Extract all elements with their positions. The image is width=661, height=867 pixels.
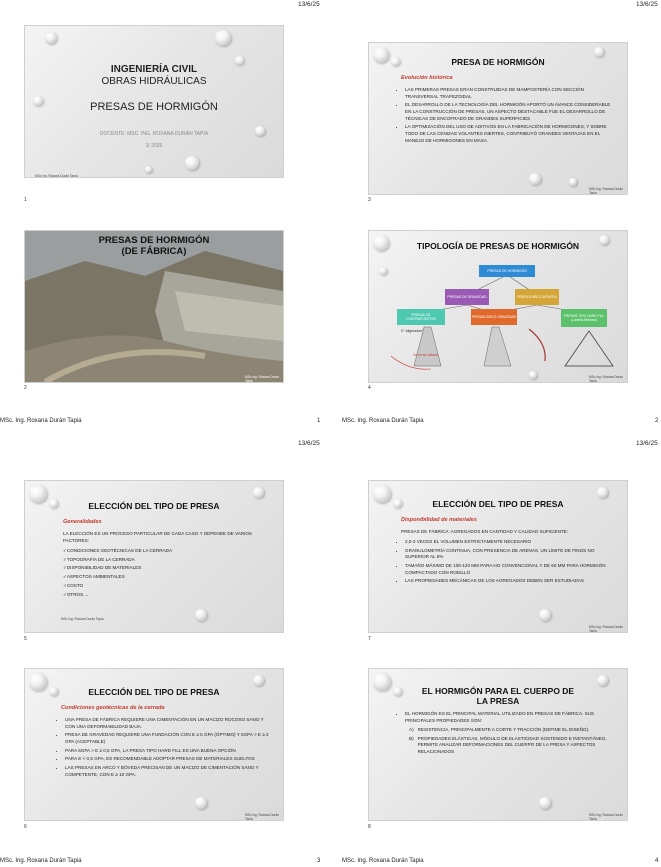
bullet-item: • LAS PRESAS EN ARCO Y BÓVEDA PRECISAN DE UN MACIZO DE CIMENTACIÓN SANO Y COMPETENTE, CON E ≥ 10 GPA.: [65, 765, 272, 778]
check-icon: ✓: [63, 582, 67, 588]
slide-number: 2: [24, 385, 27, 391]
check-item: ✓COSTO: [63, 582, 84, 588]
date-left: 13/6/25: [298, 440, 320, 447]
slide-6: [24, 668, 284, 821]
bullet-item: • PRESA DE GRAVEDAD REQUIERE UNA FUNDACIÓN CON E ≥ 5 GPA (ÓPTIMO) Y 5GPA > E ≥ 2 GPA (ACEPTABLE): [65, 732, 272, 745]
page-number-left: 3: [317, 858, 321, 864]
signature: MSc Ing. Roxana Durán Tapia: [245, 813, 280, 821]
footer-author-right: MSc. Ing. Roxana Durán Tapia: [342, 858, 424, 864]
slide-number: 4: [368, 385, 371, 391]
signature: MSc Ing. Roxana Durán Tapia: [589, 625, 624, 633]
title-line-2: OBRAS HIDRÁULICAS: [101, 76, 207, 87]
node-arco-boveda: PRESAS ARCO-BÓVEDA: [515, 289, 559, 305]
slide-number: 1: [24, 197, 27, 203]
bullet-list: [397, 539, 612, 587]
slide-subtitle: Condiciones geotécnicas de la cerrada: [61, 705, 165, 711]
bullet-item: • PARA 5GPA > E ≥ 0,5 GPA, LA PRESA TIPO HARD FILL ES UNA BUENA OPCIÓN: [65, 748, 272, 755]
slide-title: TIPOLOGÍA DE PRESAS DE HORMIGÓN: [416, 241, 580, 251]
date-left: 13/6/25: [298, 1, 320, 8]
slide-number: 7: [368, 636, 371, 642]
check-item: ✓ASPECTOS AMBIENTALES: [63, 574, 125, 580]
slide-5: [24, 480, 284, 633]
footer-author-right: MSc. Ing. Roxana Durán Tapia: [342, 418, 424, 424]
node-arco-gravedad: PRESAS ARCO-GRAVEDAD: [471, 309, 517, 325]
note-aligeradas: D "aligeradas": [401, 329, 424, 333]
signature: MSc Ing. Roxana Durán Tapia: [61, 617, 104, 621]
intro-text: LA ELECCIÓN ES UN PROCESO PARTICULAR DE CADA CASO Y DEPENDE DE VARIOS FACTORES:: [63, 531, 252, 543]
bullet-item: • LAS PRIMERAS PRESAS ERAN CONSTRUIDAS DE MAMPOSTERÍA CON SECCIÓN TRANSVERSAL TRAPEZOIDAL: [405, 87, 612, 100]
page-number-left: 1: [317, 418, 321, 424]
slide-1: [24, 25, 284, 178]
note-no-utilizan: Ya no se utilizan: [413, 353, 439, 357]
bullet-item: • GRANULOMETRÍA CONTINUA, CON PRESENCIA DE ARENAS, UN LÍMITE DE FINOS NO SUPERIOR AL 5%: [405, 548, 612, 561]
bullet-item: • EL HORMIGÓN ES EL PRINCIPAL MATERIAL UTILIZADO EN PRESAS DE FÁBRICA. SUS PRINCIPALES PROPIEDADES SON:: [405, 711, 612, 724]
bullet-list: [397, 87, 612, 146]
bullet-item: • LA OPTIMIZACIÓN DEL USO DE ADITIVOS EN LA FABRICACIÓN DE HORMIGONES, Y SOBRE TODO DE LAS CENIZAS VOLANTES INERTES, CONTRIBUYÓ GRANDES VENTAJAS EN EL MANEJO DE HORMIGONES EN MASA.: [405, 124, 612, 144]
check-icon: ✓: [63, 556, 67, 562]
slide-2: [24, 230, 284, 383]
bullet-list: [397, 711, 612, 726]
slide-4: [368, 230, 628, 383]
slide-number: 3: [368, 197, 371, 203]
slide-subtitle: Evolución histórica: [401, 75, 453, 81]
slide-title: PRESAS DE HORMIGÓN (DE FÁBRICA): [98, 235, 210, 258]
slide-8: [368, 668, 628, 821]
intro-text: PRESAS DE FÁBRICA: AGREGADOS EN CANTIDAD Y CALIDAD SUFICIENTE:: [401, 529, 569, 534]
property-item: A) RESISTENCIA, PRINCIPALMENTE A CORTE Y TRACCIÓN (DEFINE EL DISEÑO).: [409, 727, 590, 732]
slide-title: ELECCIÓN DEL TIPO DE PRESA: [88, 687, 220, 697]
slide-subtitle: Generalidades: [63, 519, 102, 525]
signature: MSc Ing. Roxana Durán Tapia: [245, 375, 280, 383]
date-right: 13/6/25: [636, 1, 658, 8]
property-item: B) PROPIEDADES ELÁSTICAS, MÓDULO DE ELASTICIDAD SOSTENIDO E INSTANTÁNEO, PERMITE ANALIZAR DEFORMACIONES DEL CUERPO DE LA PRESA Y ASPECTOS RELACIONADOS: [409, 735, 607, 754]
check-icon: ✓: [63, 574, 67, 580]
check-item: ✓TOPOGRAFÍA DE LA CERRADA: [63, 556, 135, 562]
signature: MSc Ing. Roxana Durán Tapia: [589, 375, 624, 383]
term: 1/ 2025: [145, 143, 163, 149]
check-icon: ✓: [63, 565, 67, 571]
bullet-item: • 2,5-3 VECES EL VOLUMEN ESTRICTAMENTE NECESARIO: [405, 539, 612, 546]
slide-title: ELECCIÓN DEL TIPO DE PRESA: [432, 499, 564, 509]
slide-3: [368, 42, 628, 195]
slide-7: [368, 480, 628, 633]
check-icon: ✓: [63, 548, 67, 553]
page-number-right: 4: [655, 858, 659, 864]
signature: MSc Ing. Roxana Durán Tapia: [589, 187, 624, 195]
check-list: [63, 547, 263, 599]
footer-author-left: MSc. Ing. Roxana Durán Tapia: [0, 858, 82, 864]
footer-author-left: MSc. Ing. Roxana Durán Tapia: [0, 418, 82, 424]
bullet-item: • PARA E < 0,5 GPA, ES RECOMENDABLE ADOPTAR PRESAS DE MATERIALES SUELTOS: [65, 756, 272, 763]
docente: DOCENTE: MSC. ING. ROXANA DURÁN TAPIA: [99, 131, 209, 137]
page-number-right: 2: [655, 418, 659, 424]
bullet-list: [57, 717, 272, 780]
slide-number: 6: [24, 824, 27, 830]
slide-title: ELECCIÓN DEL TIPO DE PRESA: [88, 501, 220, 511]
signature: MSc Ing. Roxana Durán Tapia: [589, 813, 624, 821]
bullet-item: • TAMAÑO MÁXIMO DE 100-120 MM PARA HO CONVENCIONAL Y DE 60 MM PARA HORMIGÓN COMPACTADO CON RODILLO: [405, 563, 612, 576]
property-list: [409, 727, 609, 756]
node-root: PRESAS DE HORMIGÓN: [479, 265, 535, 277]
bullet-item: • EL DESARROLLO DE LA TECNOLOGÍA DEL HORMIGÓN APORTÓ UN AVANCE CONSIDERABLE EN LA CONSTRUCCIÓN DE PRESAS, UN ASPECTO DESTACABLE FUE EL DESARROLLO DE TÉCNICAS DE ENCOFRADO DE GRANDES SUPERFICIES: [405, 102, 612, 122]
title-line-3: PRESAS DE HORMIGÓN: [90, 101, 218, 113]
check-icon: ✓: [63, 591, 67, 597]
diagram-connectors: [369, 231, 627, 382]
check-item: ✓CONDICIONES GEOTÉCNICAS DE LA CERRADA: [63, 548, 173, 553]
slide-number: 8: [368, 824, 371, 830]
check-item: ✓DISPONIBILIDAD DE MATERIALES: [63, 565, 142, 571]
signature: MSc Ing. Roxana Durán Tapia: [35, 174, 78, 178]
node-gravedad: PRESAS DE GRAVEDAD: [445, 289, 489, 305]
slide-title: EL HORMIGÓN PARA EL CUERPO DE LA PRESA: [421, 686, 575, 706]
node-contrafuertes: PRESAS DE CONTRAFUERTES: [397, 309, 445, 325]
slide-subtitle: Disponibilidad de materiales: [401, 517, 477, 523]
slide-title: PRESA DE HORMIGÓN: [451, 57, 545, 67]
bullet-item: • LAS PROPIEDADES MECÁNICAS DE LOS AGREGADOS DEBEN SER ESTUDIADAS: [405, 578, 612, 585]
check-item: ✓OTROS....: [63, 591, 89, 597]
bullet-item: • UNA PRESA DE FÁBRICA REQUIERE UNA CIMENTACIÓN EN UN MACIZO ROCOSO SANO Y CON UNA DEFORMABILIDAD BAJA.: [65, 717, 272, 730]
slide-number: 5: [24, 636, 27, 642]
date-right: 13/6/25: [636, 440, 658, 447]
title-line-1: INGENIERÍA CIVIL: [110, 64, 198, 75]
node-hard-fill: PRESAS TIPO HARD FILL (Ladera-Rellena): [561, 309, 607, 327]
